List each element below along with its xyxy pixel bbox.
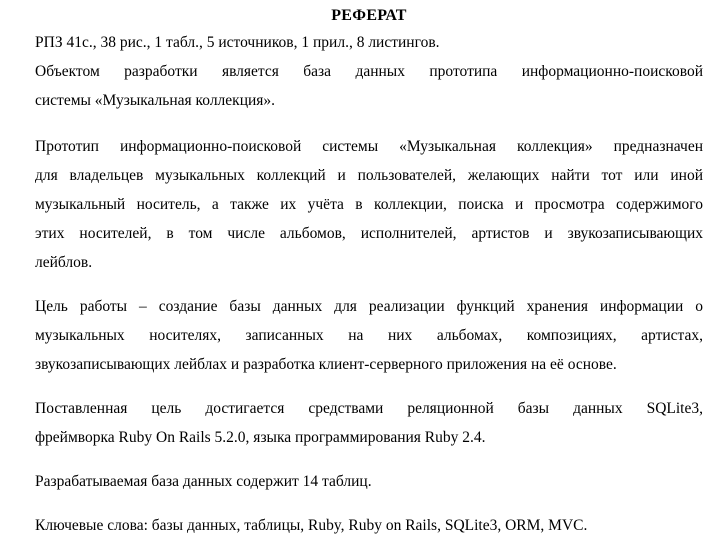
goal-line-2: музыкальных носителях, записанных на них альбомах, композициях, артистах, xyxy=(35,327,703,344)
meta-paragraph xyxy=(35,28,703,57)
goal-line-3: звукозаписывающих лейблах и разработка клиент-серверного приложения на её основе. xyxy=(35,356,617,373)
prototype-line-5: лейблов. xyxy=(35,254,93,271)
prototype-paragraph xyxy=(35,132,703,277)
object-paragraph xyxy=(35,57,703,115)
prototype-line-2: для владельцев музыкальных коллекций и пользователей, желающих найти тот или иной xyxy=(35,167,703,184)
achieve-paragraph xyxy=(35,394,703,452)
tables-paragraph xyxy=(35,467,703,496)
achieve-line-1: Поставленная цель достигается средствами реляционной базы данных SQLite3, xyxy=(35,400,703,417)
goal-paragraph xyxy=(35,292,703,379)
keywords-paragraph xyxy=(35,511,703,540)
prototype-line-1: Прототип информационно-поисковой системы «Музыкальная коллекция» предназначен xyxy=(35,138,703,155)
prototype-line-3: музыкальный носитель, а также их учёта в коллекции, поиска и просмотра содержимого xyxy=(35,196,703,213)
meta-line: РПЗ 41с., 38 рис., 1 табл., 5 источников, 1 прил., 8 листингов. xyxy=(35,34,440,51)
tables-line: Разрабатываемая база данных содержит 14 таблиц. xyxy=(35,473,372,490)
keywords-line: Ключевые слова: базы данных, таблицы, Ruby, Ruby on Rails, SQLite3, ORM, MVC. xyxy=(35,517,588,534)
goal-line-1: Цель работы – создание базы данных для реализации функций хранения информации о xyxy=(35,298,703,315)
achieve-line-2: фреймворка Ruby On Rails 5.2.0, языка программирования Ruby 2.4. xyxy=(35,429,486,446)
object-line-2: системы «Музыкальная коллекция». xyxy=(35,92,276,109)
document-page xyxy=(35,0,703,540)
object-line-1: Объектом разработки является база данных прототипа информационно-поисковой xyxy=(35,63,703,80)
document-title: РЕФЕРАТ xyxy=(331,7,407,24)
prototype-line-4: этих носителей, в том числе альбомов, исполнителей, артистов и звукозаписывающих xyxy=(35,225,703,242)
